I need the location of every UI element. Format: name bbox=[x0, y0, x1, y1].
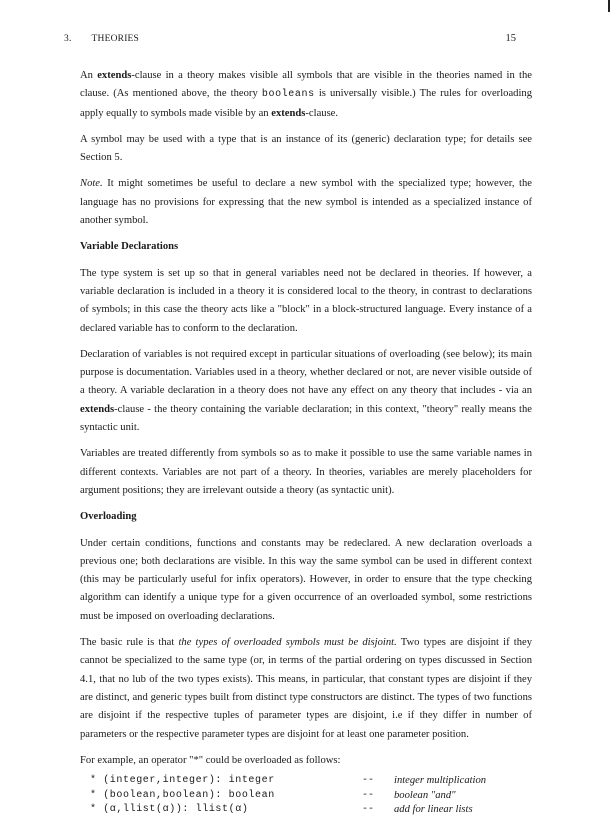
paragraph-type-system: The type system is set up so that in general variables need not be declared in theories. If however, a variable declaration is included in a theory it is considered local to the theory, in contrast to declarations of symbols; in this case the theory acts like a "block" in a block-structured language. Every instance of a declared variable has to conform to the declaration. bbox=[80, 267, 532, 334]
keyword-extends: extends bbox=[80, 403, 115, 415]
overload-examples-list bbox=[90, 774, 532, 818]
paragraph-generic-instance: A symbol may be used with a type that is an instance of its (generic) declaration type; for details see Section 5. bbox=[80, 133, 532, 164]
text: -clause. bbox=[305, 107, 339, 119]
text: Two types are disjoint if they cannot be specialized to the same type (or, in terms of the partial ordering on types discussed in Section 4.1, that no lub of the two types exists). This means, in particular, that constant types are disjoint if they are distinct, and generic types built from distinct type constructors are distinct. The types of two functions are disjoint if the respective tuples of parameter types are disjoint, i.e if they differ in number of parameters or the respective parameter types are disjoint for at least one parameter position. bbox=[80, 637, 532, 740]
paragraph-overloading-conditions: Under certain conditions, functions and constants may be redeclared. A new declaration overloads a previous one; both declarations are visible. In this way the same symbol can be used in different context (this may be particularly useful for infix operators). However, in order to ensure that the type checking algorithm can identify a unique type for a given occurrence of an overloaded symbol, some restrictions must be imposed on overloading declarations. bbox=[80, 537, 532, 622]
paragraph-example-intro: For example, an operator "*" could be overloaded as follows: bbox=[80, 754, 341, 766]
paragraph-basic-rule bbox=[80, 634, 532, 744]
keyword-extends: extends bbox=[271, 107, 306, 119]
example-signature: * (boolean,boolean): boolean bbox=[90, 789, 275, 801]
section-number: 3. bbox=[64, 34, 72, 44]
example-comment: boolean "and" bbox=[394, 789, 456, 801]
example-item bbox=[90, 774, 532, 789]
running-header bbox=[64, 33, 516, 44]
comment-marker: -- bbox=[362, 804, 375, 816]
example-comment: add for linear lists bbox=[394, 804, 473, 816]
emphasis-disjoint: the types of overloaded symbols must be disjoint. bbox=[178, 637, 397, 649]
example-item bbox=[90, 803, 532, 818]
text: The basic rule is that bbox=[80, 637, 179, 649]
keyword-extends: extends bbox=[97, 70, 132, 81]
example-signature: * (integer,integer): integer bbox=[90, 775, 275, 787]
text: -clause in a theory makes visible all symbols that are visible in the theories named in the clause. (As mentioned above, the theory bbox=[80, 70, 532, 100]
text: An bbox=[80, 70, 98, 81]
example-signature: * (α,llist(α)): llist(α) bbox=[90, 804, 249, 816]
comment-marker: -- bbox=[362, 775, 375, 787]
section-title: THEORIES bbox=[91, 34, 140, 44]
text: -clause - the theory containing the variable declaration; in this context, "theory" really means the syntactic unit. bbox=[80, 403, 532, 434]
code-booleans: booleans bbox=[261, 89, 315, 101]
comment-marker: -- bbox=[362, 789, 375, 801]
heading-variable-declarations: Variable Declarations bbox=[80, 241, 179, 253]
paragraph-extends-clause bbox=[80, 67, 532, 123]
note-label: Note. bbox=[80, 178, 103, 190]
paragraph-note bbox=[80, 175, 532, 230]
example-comment: integer multiplication bbox=[394, 775, 487, 787]
text: is universally visible.) The rules for overloading apply equally to symbols made visible by an bbox=[80, 88, 532, 119]
paragraph-variables-treated: Variables are treated differently from symbols so as to make it possible to use the same variable names in different contexts. Variables are not part of a theory. In theories, variables are merely placeholders for argument positions; they are irrelevant outside a theory (as syntactic unit). bbox=[80, 448, 532, 496]
section-label bbox=[64, 34, 139, 44]
page-number: 15 bbox=[505, 33, 516, 44]
heading-overloading: Overloading bbox=[80, 511, 137, 523]
text: It might sometimes be useful to declare a new symbol with the specialized type; however, the language has no provisions for expressing that the new symbol is intended as a specialized instance of another symbol. bbox=[80, 178, 532, 227]
paragraph-declaration-purpose bbox=[80, 346, 532, 437]
page-edge-mark bbox=[608, 0, 610, 12]
text: Declaration of variables is not required except in particular situations of overloading (see below); its main purpose is documentation. Variables used in a theory, whether declared or not, are never visible outside of a theory. A variable declaration in a theory does not have any effect on any theory that includes - via an bbox=[80, 348, 532, 397]
page-body bbox=[80, 67, 532, 818]
